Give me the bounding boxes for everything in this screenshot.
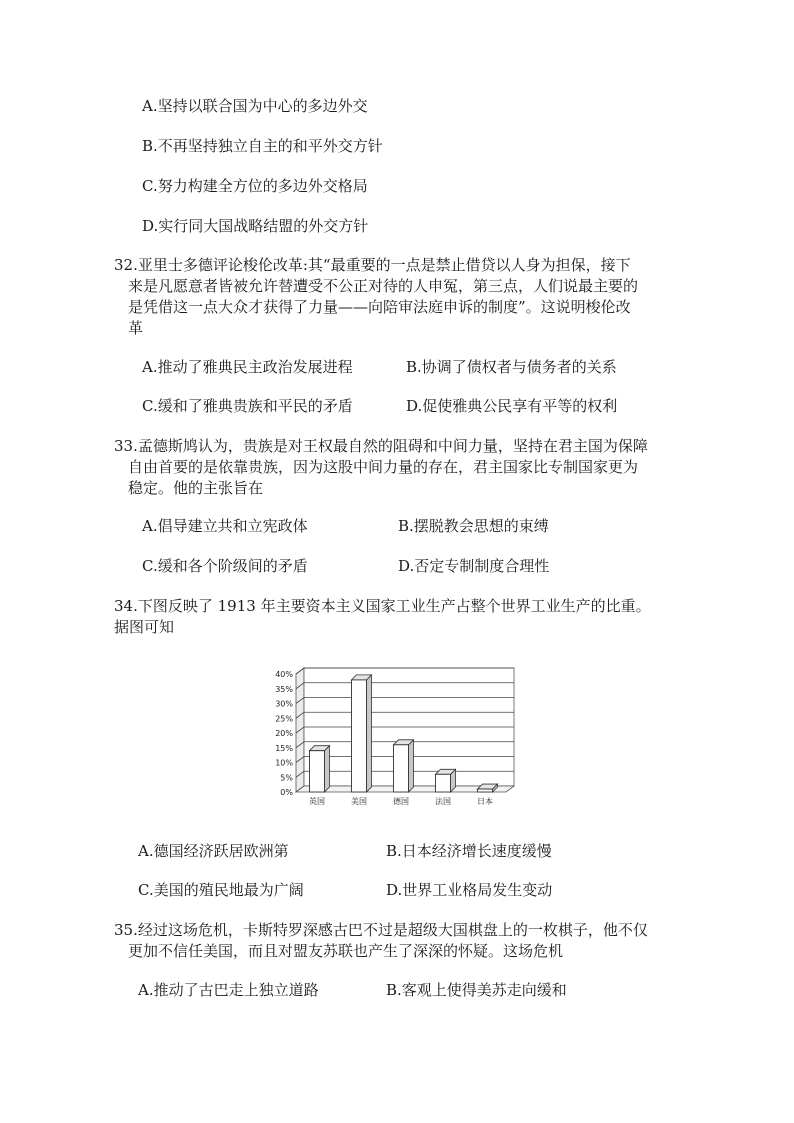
q34-option-a: A.德国经济跃居欧洲第 [138, 842, 289, 860]
q32-stem-line-1: 32.亚里士多德评论梭伦改革:其“最重要的一点是禁止借贷以人身为担保，接下 [114, 256, 631, 274]
q33-stem-line-2: 自由首要的是依靠贵族，因为这股中间力量的存在，君主国家比专制国家更为 [128, 458, 639, 476]
q33-option-c: C.缓和各个阶级间的矛盾 [142, 557, 308, 575]
q34-option-b: B.日本经济增长速度缓慢 [386, 842, 552, 860]
q32-option-d: D.促使雅典公民享有平等的权利 [406, 397, 618, 415]
q34-option-d: D.世界工业格局发生变动 [386, 881, 553, 899]
q32-option-b: B.协调了债权者与债务者的关系 [406, 358, 617, 376]
q31-option-d: D.实行同大国战略结盟的外交方针 [142, 217, 369, 235]
bar [478, 789, 493, 792]
q33-option-b: B.摆脱教会思想的束缚 [398, 517, 549, 535]
y-tick-label: 5% [280, 773, 293, 783]
q34-stem-line-1: 34.下图反映了 1913 年主要资本主义国家工业生产占整个世界工业生产的比重。 [114, 597, 651, 615]
bar [352, 680, 367, 792]
bar-side [325, 746, 330, 792]
y-tick-label: 30% [275, 699, 293, 709]
x-tick-label: 法国 [435, 797, 451, 806]
q32-stem-line-4: 革 [128, 319, 144, 337]
q32-option-a: A.推动了雅典民主政治发展进程 [142, 358, 353, 376]
q34-stem-line-2: 据图可知 [114, 618, 175, 636]
q32-option-c: C.缓和了雅典贵族和平民的矛盾 [142, 397, 353, 415]
q31-option-b: B.不再坚持独立自主的和平外交方针 [142, 137, 383, 155]
y-tick-label: 35% [275, 684, 293, 694]
bar-side [367, 675, 372, 792]
x-tick-label: 德国 [393, 797, 409, 806]
q33-stem-line-1: 33.孟德斯鸠认为，贵族是对王权最自然的阻碍和中间力量，坚持在君主国为保障 [114, 437, 648, 455]
bar [394, 745, 409, 792]
bar [436, 774, 451, 792]
bar-side [409, 740, 414, 792]
q35-stem-line-1: 35.经过这场危机，卡斯特罗深感古巴不过是超级大国棋盘上的一枚棋子，他不仅 [114, 921, 648, 939]
q31-option-a: A.坚持以联合国为中心的多边外交 [142, 97, 368, 115]
q34-option-c: C.美国的殖民地最为广阔 [138, 881, 304, 899]
x-tick-label: 美国 [351, 797, 367, 806]
y-tick-label: 10% [275, 758, 293, 768]
y-tick-label: 15% [275, 743, 293, 753]
y-tick-label: 0% [280, 788, 293, 797]
q33-option-a: A.倡导建立共和立宪政体 [142, 517, 308, 535]
y-tick-label: 20% [275, 729, 293, 738]
industrial-share-bar-chart [262, 660, 524, 812]
q35-option-a: A.推动了古巴走上独立道路 [138, 981, 319, 999]
q32-stem-line-2: 来是凡愿意者皆被允许替遭受不公正对待的人申冤，第三点，人们说最主要的 [128, 277, 639, 295]
y-tick-label: 40% [275, 670, 293, 679]
x-tick-label: 日本 [477, 797, 493, 806]
bar [310, 751, 325, 792]
q35-stem-line-2: 更加不信任美国，而且对盟友苏联也产生了深深的怀疑。这场危机 [128, 942, 564, 960]
x-tick-label: 英国 [309, 797, 325, 806]
y-tick-label: 25% [275, 714, 293, 724]
q35-option-b: B.客观上使得美苏走向缓和 [386, 981, 567, 999]
q32-stem-line-3: 是凭借这一点大众才获得了力量——向陪审法庭申诉的制度”。这说明梭伦改 [128, 298, 631, 316]
q33-stem-line-3: 稳定。他的主张旨在 [128, 479, 264, 497]
q31-option-c: C.努力构建全方位的多边外交格局 [142, 177, 368, 195]
q33-option-d: D.否定专制制度合理性 [398, 557, 550, 575]
